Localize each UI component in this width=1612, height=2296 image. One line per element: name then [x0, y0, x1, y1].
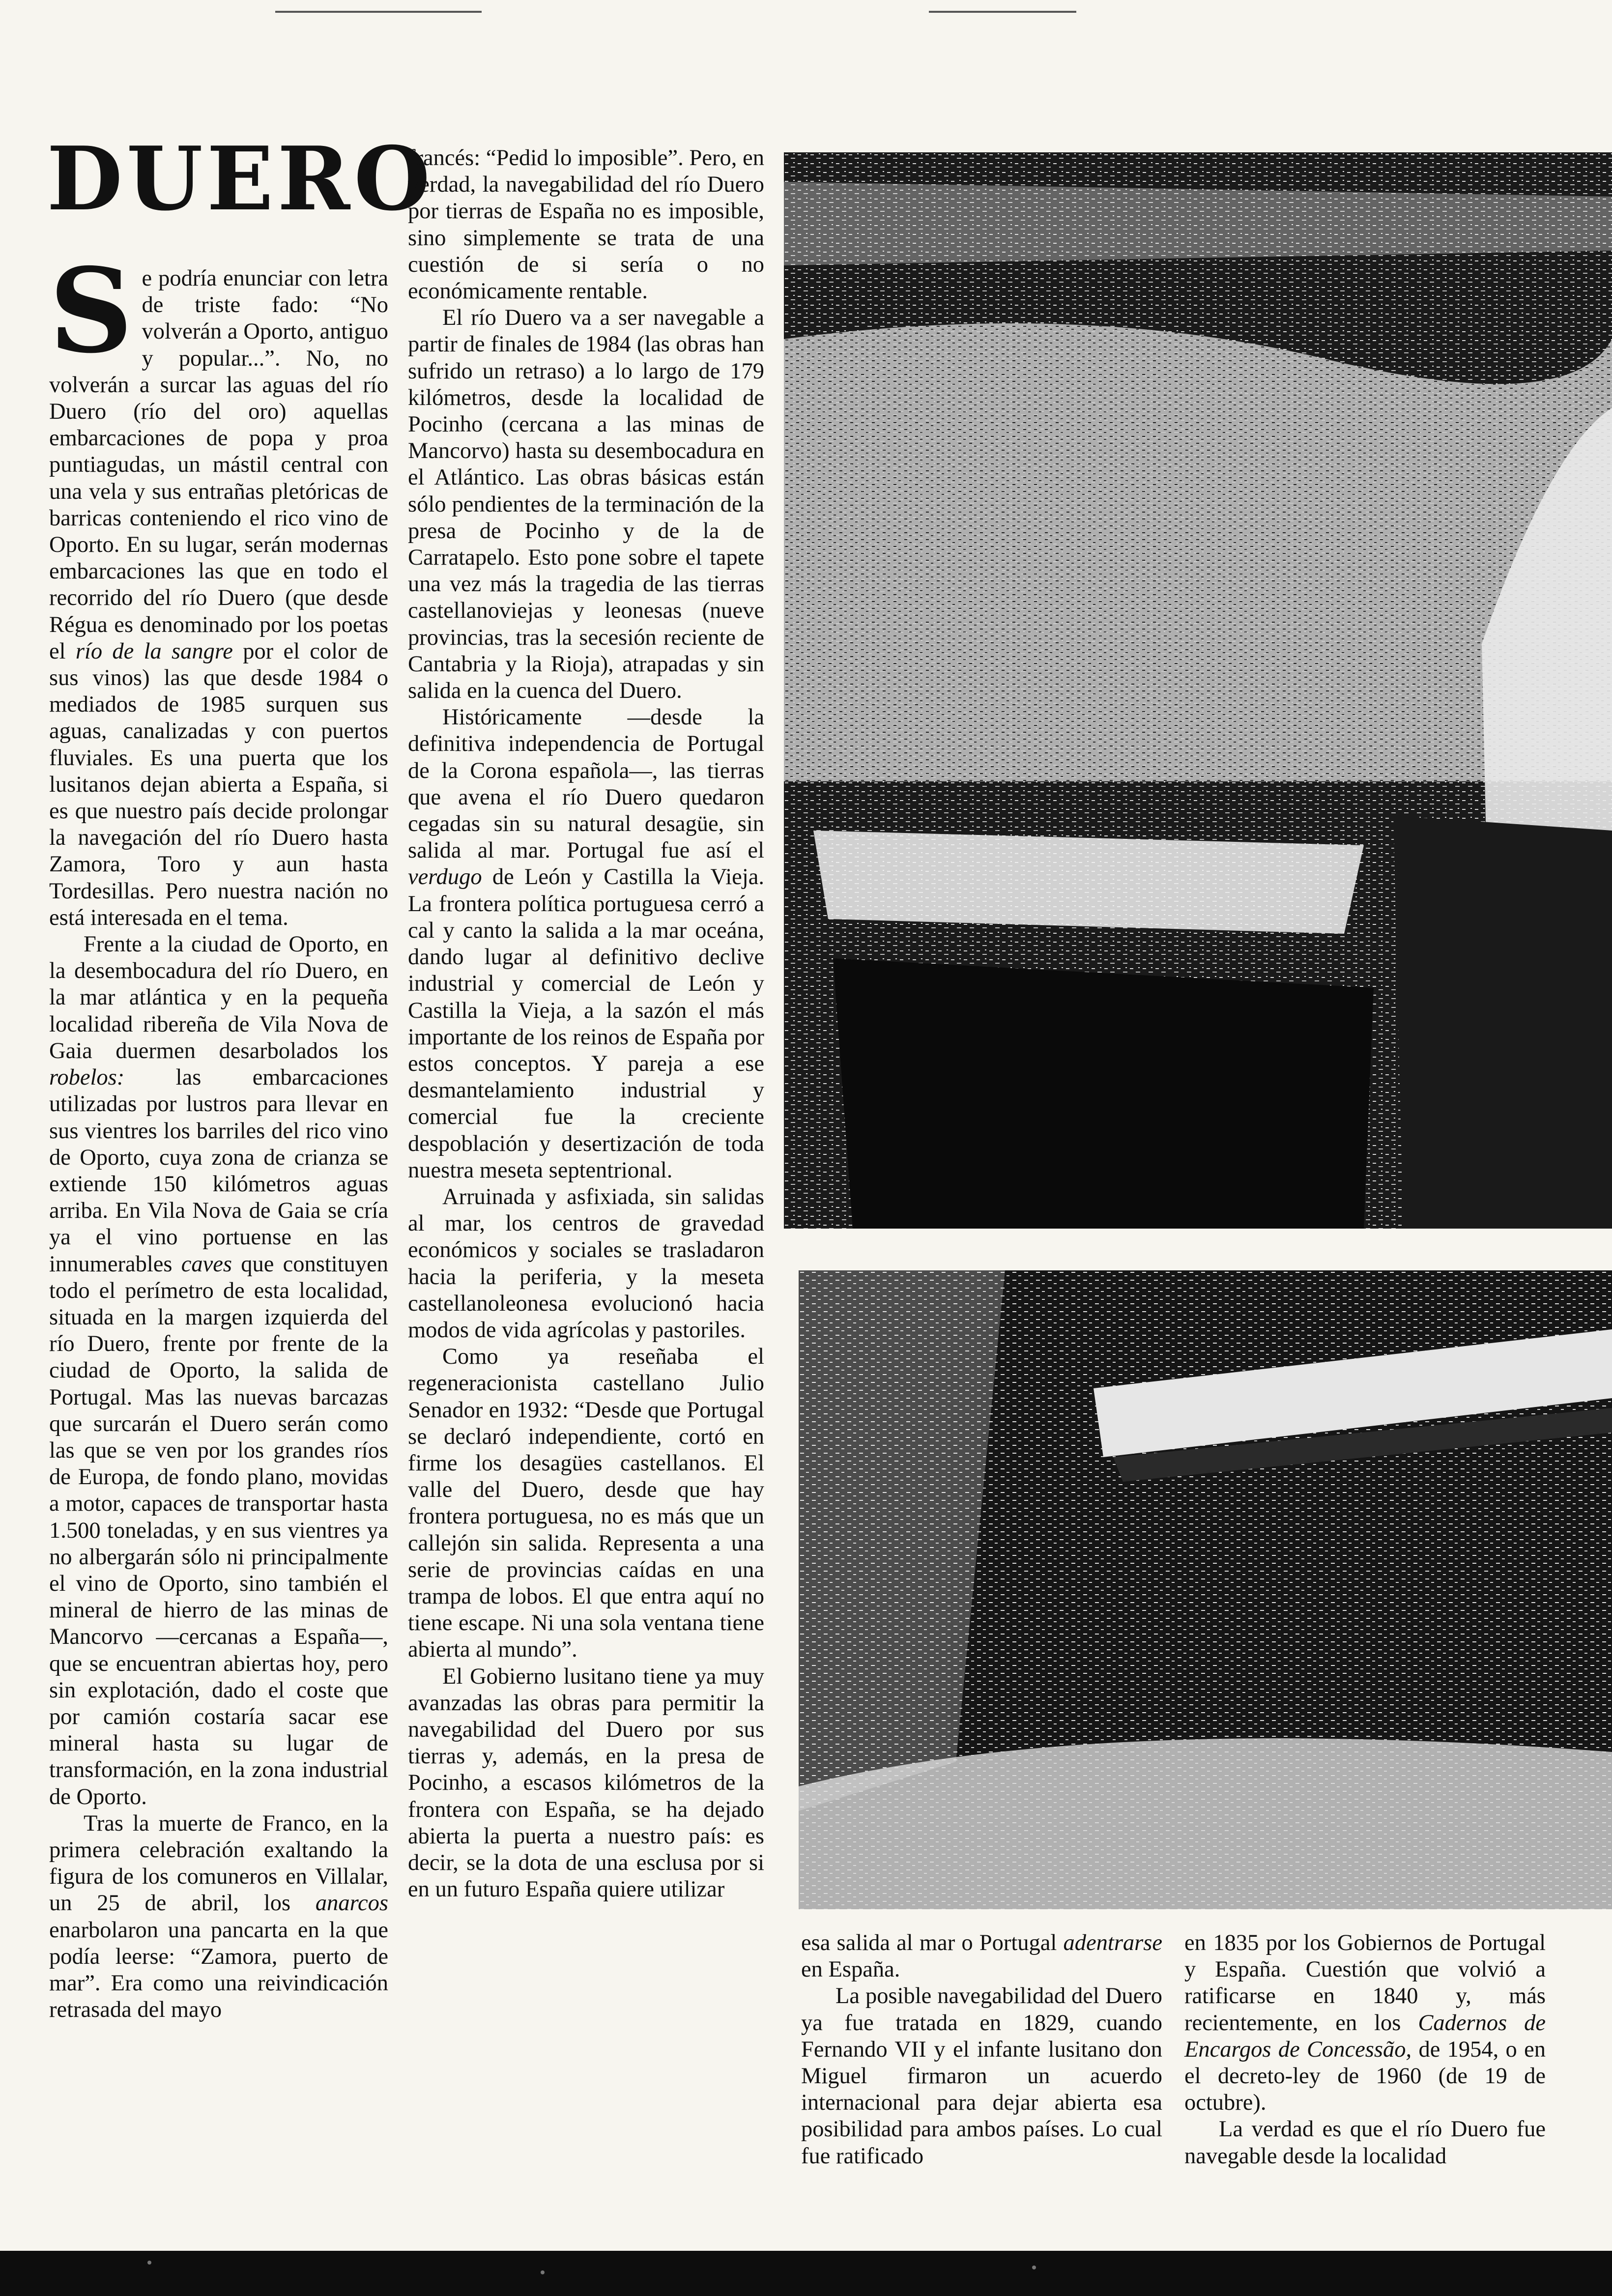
paragraph-arruinada: Arruinada y asfixiada, sin salidas al mar, los centros de gravedad económicos y sociales se trasladaron hacia la periferia, y la meseta castellanoleonesa evolucionó hacia modos de vida agrícolas y pastoriles.: [408, 1184, 764, 1343]
paragraph-gobierno-lusitano: El Gobierno lusitano tiene ya muy avanzadas las obras para permitir la navegabilidad del Duero por sus tierras y, además, en la presa de Pocinho, a escasos kilómetros de la frontera con España, se ha dejado abierta la puerta a nuestro país: es decir, se la dota de una esclusa por si en un futuro España quiere utilizar: [408, 1664, 764, 1902]
paragraph-salida-al-mar: esa salida al mar o Portugal adentrarse en España.: [801, 1930, 1163, 1982]
article-title: DUERO: [47, 127, 434, 230]
scan-speck: [1032, 2266, 1036, 2269]
paragraph-1829: La posible navegabilidad del Duero ya fue tratada en 1829, cuando Fernando VII y el infante lusitano don Miguel firmaron un acuerdo internacional para dejar abierta esa posibilidad para ambos países. Lo cual fue ratificado: [801, 1983, 1162, 2169]
text-column-4: [1184, 1930, 1546, 2170]
paragraph-1835: en 1835 por los Gobiernos de Portugal y España. Cuestión que volvió a ratificarse en 1840 y, más recientemente, en los Cadernos de Encargos de Concessão, de 1954, o en el decreto-ley de 1960 (de 19 de octubre).: [1184, 1930, 1546, 2116]
text-column-2: [408, 145, 764, 1903]
paragraph-la-verdad: La verdad es que el río Duero fue navegable desde la localidad: [1184, 2117, 1546, 2169]
paragraph-2: Frente a la ciudad de Oporto, en la desembocadura del río Duero, en la mar atlántica y en la pequeña localidad ribereña de Vila Nova de Gaia duermen desarbolados los robelos: las embarcaciones utilizadas por lustros para llevar en sus vientres los barriles del rico vino de Oporto, cuya zona de crianza se extiende 150 kilómetros aguas arriba. En Vila Nova de Gaia se cría ya el vino portuense en las innumerables caves que constituyen todo el perímetro de esta localidad, situada en la margen izquierda del río Duero, frente por frente de la ciudad de Oporto, la salida de Portugal. Mas las nuevas barcazas que surcarán el Duero serán como las que se ven por los grandes ríos de Europa, de fondo plano, movidas a motor, capaces de transportar hasta 1.500 toneladas, y en sus vientres ya no albergarán sólo ni principalmente el vino de Oporto, sino también el mineral de hierro de las minas de Mancorvo —cercanas a España—, que se encuentran abiertas hoy, pero sin explotación, dado el coste que por camión costaría sacar ese mineral hasta su lugar de transformación, en la zona industrial de Oporto.: [49, 932, 388, 1809]
photo-river-bridge: [799, 1270, 1612, 1909]
paragraph-continued: francés: “Pedid lo imposible”. Pero, en verdad, la navegabilidad del río Duero por tierras de España no es imposible, sino simplemente se trata de una cuestión de si sería o no económicamente rentable.: [408, 145, 764, 304]
drop-cap: S: [49, 242, 133, 379]
scan-bottom-edge: [0, 2251, 1612, 2296]
top-rule-right: [929, 11, 1076, 13]
photo-river-bridge-image: [799, 1270, 1612, 1909]
paragraph-navegable-1984: El río Duero va a ser navegable a partir de finales de 1984 (las obras han sufrido un retraso) a lo largo de 179 kilómetros, desde la localidad de Pocinho (cercana a las minas de Mancorvo) hasta su desembocadura en el Atlántico. Las obras básicas están sólo pendientes de la terminación de la presa de Pocinho y de la de Carratapelo. Esto pone sobre el tapete una vez más la tragedia de las tierras castellanoviejas y leonesas (nueve provincias, tras la secesión reciente de Cantabria y la Rioja), atrapadas y sin salida en la cuenca del Duero.: [408, 305, 764, 704]
photo-river-boats-image: [784, 152, 1612, 1229]
scan-speck: [541, 2270, 545, 2274]
photo-river-boats: [784, 152, 1612, 1229]
paragraph-historicamente: Históricamente —desde la definitiva independencia de Portugal de la Corona española—, las tierras que avena el río Duero quedaron cegadas sin su natural desagüe, sin salida al mar. Portugal fue así el verdugo de León y Castilla la Vieja. La frontera política portuguesa cerró a cal y canto la salida a la mar oceána, dando lugar al definitivo declive industrial y comercial de León y Castilla la Vieja, a la sazón el más importante de los reinos de España por estos conceptos. Y pareja a ese desmantelamiento industrial y comercial fue la creciente despoblación y desertización de toda nuestra meseta septentrional.: [408, 705, 765, 1183]
top-rule-left: [275, 11, 482, 13]
paragraph-3: Tras la muerte de Franco, en la primera celebración exaltando la figura de los comuneros en Villalar, un 25 de abril, los anarcos enarbolaron una pancarta en la que podía leerse: “Zamora, puerto de mar”. Era como una reivindicación retrasada del mayo: [49, 1810, 388, 2023]
paragraph-1: Se podría enunciar con letra de triste fado: “No volverán a Oporto, antiguo y popular...”. No, no volverán a surcar las aguas del río Duero (río del oro) aquellas embarcaciones de popa y proa puntiagudas, un mástil central con una vela y sus entrañas pletóricas de barricas conteniendo el rico vino de Oporto. En su lugar, serán modernas embarcaciones las que en todo el recorrido del río Duero (que desde Régua es denominado por los poetas el río de la sangre por el color de sus vinos) las que desde 1984 o mediados de 1985 surquen sus aguas, canalizadas y con puertos fluviales. Es una puerta que los lusitanos dejan abierta a España, si es que nuestro país decide prolongar la navegación del río Duero hasta Zamora, Toro y aun hasta Tordesillas. Pero nuestra nación no está interesada en el tema.: [49, 242, 389, 930]
paragraph-senador-quote: Como ya reseñaba el regeneracionista castellano Julio Senador en 1932: “Desde que Portugal se declaró independiente, cortó en firme los desagües castellanos. El valle del Duero, desde que hay frontera portuguesa, no es más que un callejón sin salida. Representa a una serie de provincias caídas en una trampa de lobos. El que entra aquí no tiene escape. Ni una sola ventana tiene abierta al mundo”.: [408, 1344, 764, 1663]
scan-speck: [147, 2261, 151, 2265]
text-column-1: [49, 242, 389, 2023]
text-column-3: [801, 1930, 1162, 2170]
